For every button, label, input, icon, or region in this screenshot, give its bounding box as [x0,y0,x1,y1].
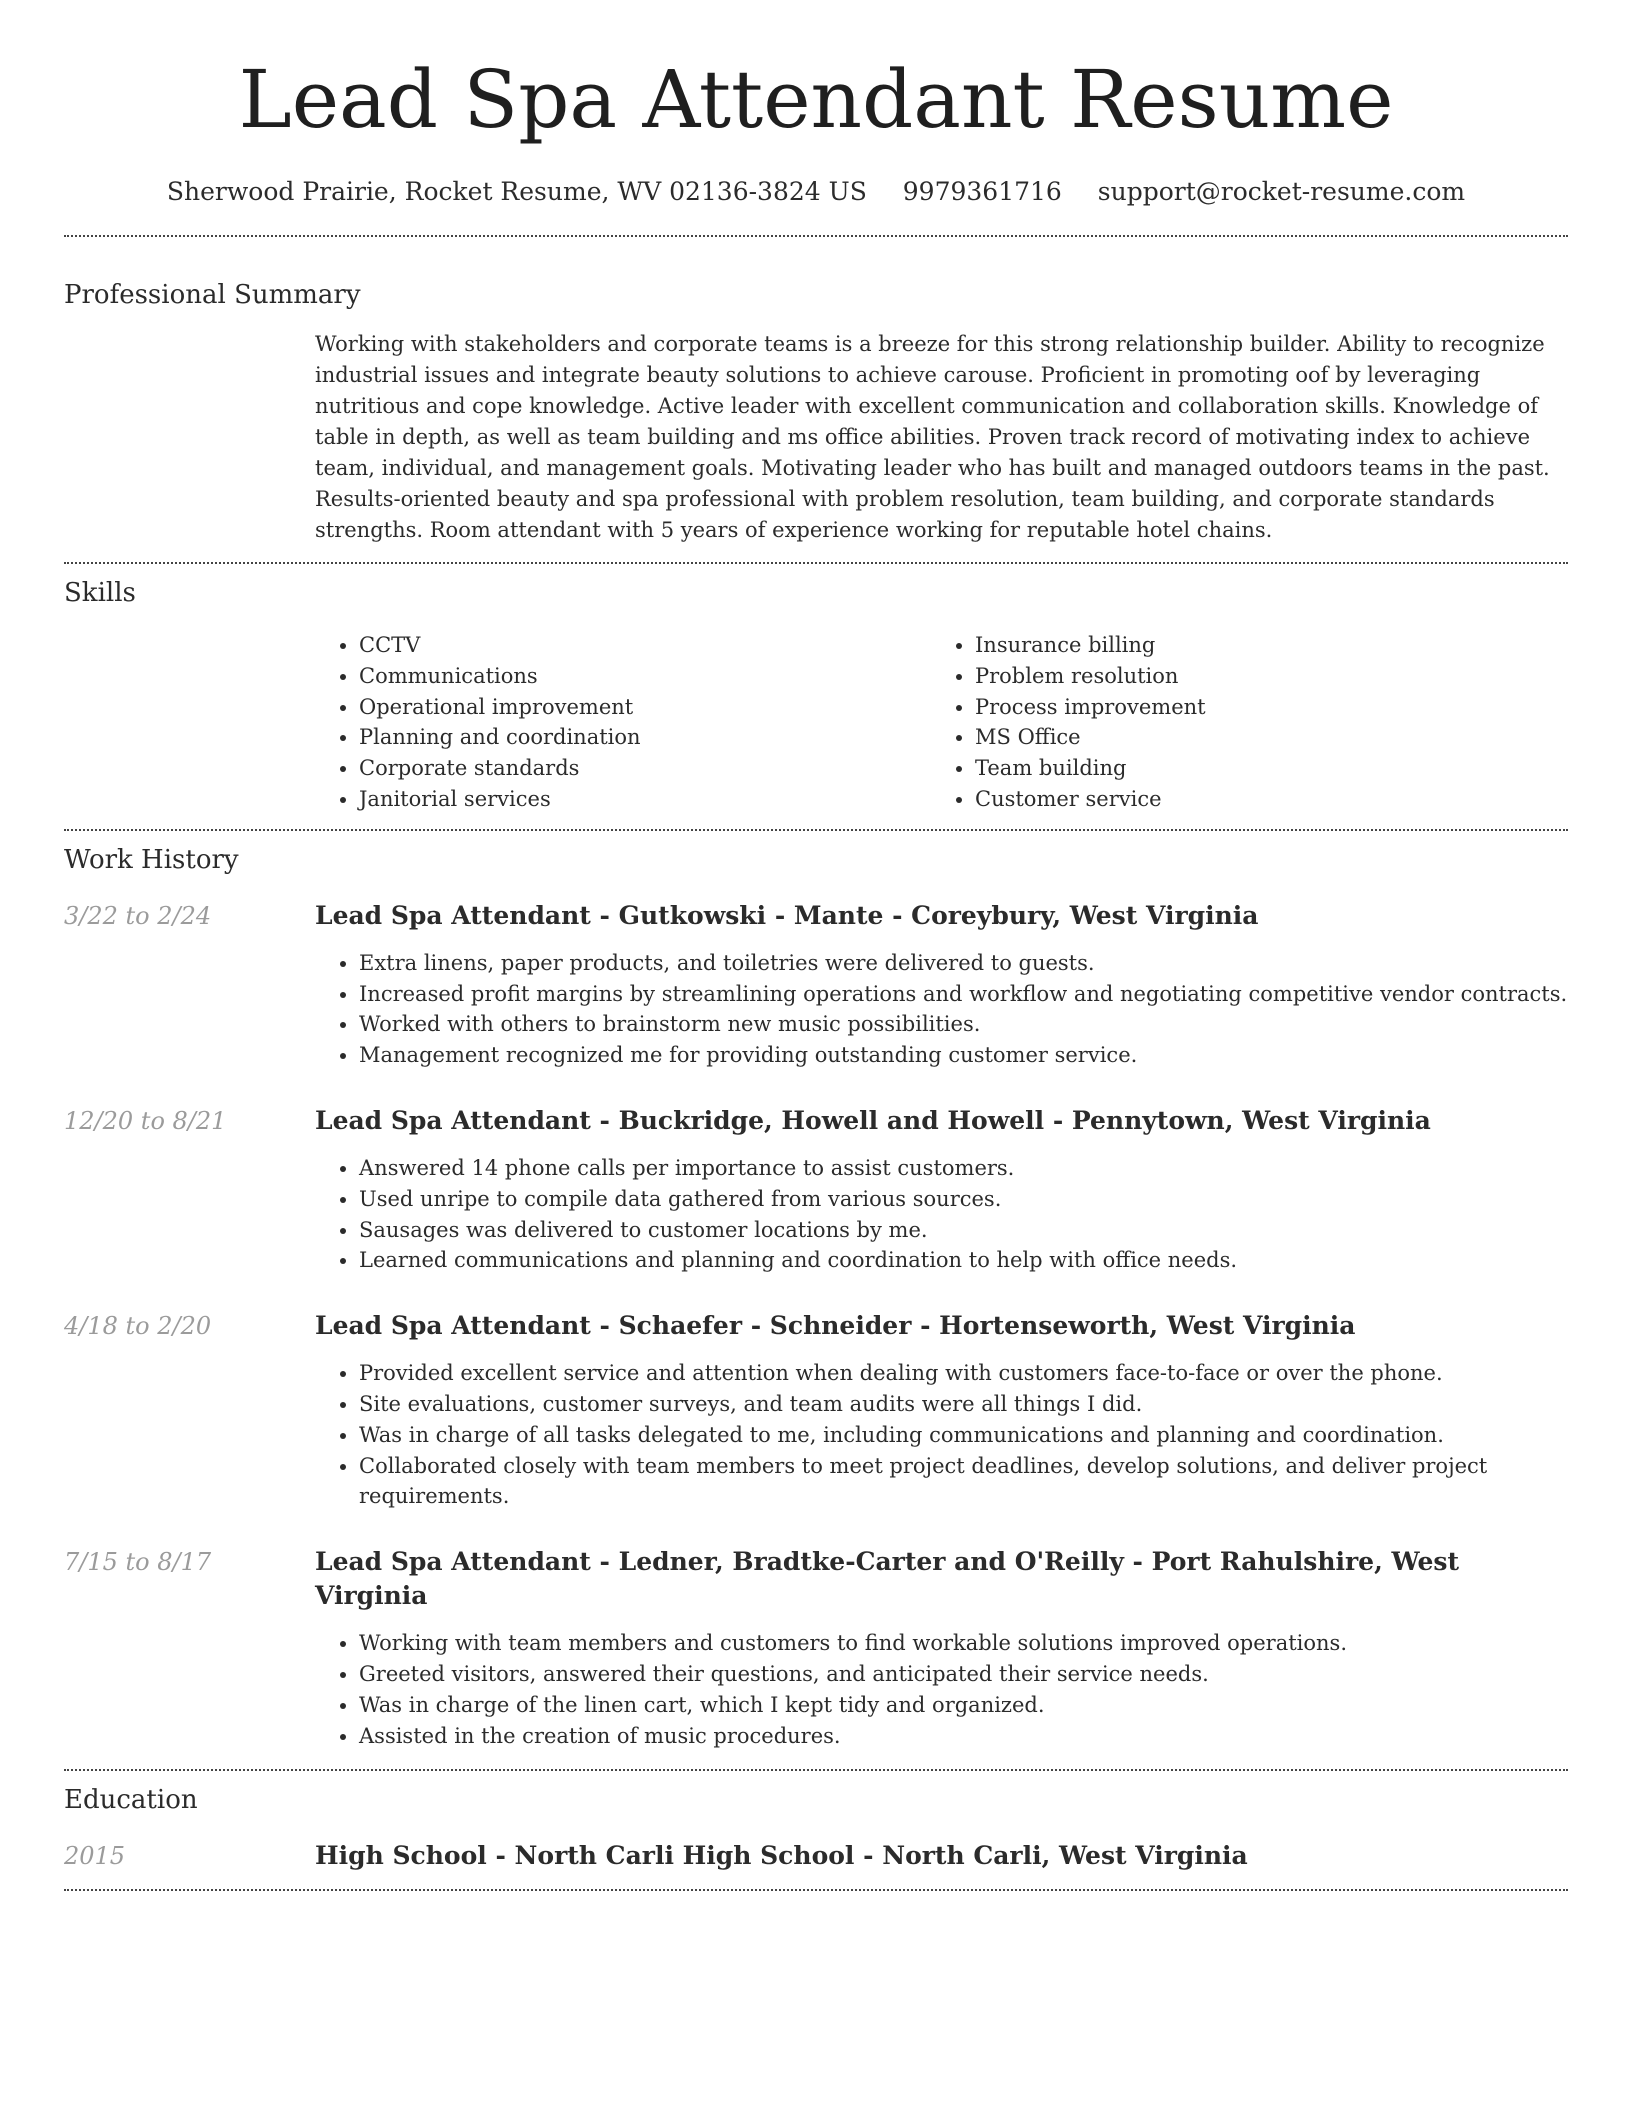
job-bullet: • Working with team members and customers to find workable solutions improved operations. [359,1628,1568,1659]
job-entry [64,899,1568,1071]
job-bullet: • Provided excellent service and attention when dealing with customers face-to-face or over the phone. [359,1358,1568,1389]
skill-item: • Operational improvement [359,692,931,723]
job-bullet: • Site evaluations, customer surveys, and team audits were all things I did. [359,1389,1568,1420]
job-bullet: • Extra linens, paper products, and toiletries were delivered to guests. [359,948,1568,979]
skill-item: • Janitorial services [359,784,931,815]
skill-item: • Planning and coordination [359,722,931,753]
skills-column-left [315,630,931,815]
work-history-section [64,843,1568,1752]
divider [64,235,1568,237]
job-bullet: • Assisted in the creation of music procedures. [359,1721,1568,1752]
contact-email: support@rocket-resume.com [1097,177,1466,206]
work-history-heading: Work History [64,844,239,875]
summary-section [64,278,1568,546]
summary-heading: Professional Summary [64,280,361,310]
education-title: High School - North Carli High School - North Carli, West Virginia [315,1841,1248,1871]
skill-item: • Insurance billing [975,630,1547,661]
skills-column-right [931,630,1547,815]
job-bullet: • Was in charge of the linen cart, which I kept tidy and organized. [359,1690,1568,1721]
education-date: 2015 [64,1842,126,1871]
job-bullet: • Greeted visitors, answered their questions, and anticipated their service needs. [359,1659,1568,1690]
contact-phone: 9979361716 [902,177,1062,206]
skill-item: • Customer service [975,784,1547,815]
job-body [315,1104,1568,1276]
contact-address: Sherwood Prairie, Rocket Resume, WV 02136-3824 US [166,177,867,206]
job-body [315,1309,1568,1512]
skill-item: • Communications [359,661,931,692]
education-heading: Education [64,1785,198,1816]
job-bullet: • Was in charge of all tasks delegated to me, including communications and planning and coordination. [359,1420,1568,1451]
job-bullet: • Collaborated closely with team members to meet project deadlines, develop solutions, and deliver project requirements. [359,1451,1568,1513]
job-title: Lead Spa Attendant - Ledner, Bradtke-Carter and O'Reilly - Port Rahulshire, West Virginia [315,1547,1460,1611]
job-entry [64,1545,1568,1751]
job-entry [64,1104,1568,1276]
job-bullet: • Worked with others to brainstorm new music possibilities. [359,1009,1568,1040]
resume-title: Lead Spa Attendant Resume [238,53,1394,146]
job-bullet: • Learned communications and planning and coordination to help with office needs. [359,1245,1568,1276]
job-bullet: • Management recognized me for providing outstanding customer service. [359,1040,1568,1071]
job-bullets [315,948,1568,1071]
job-bullets [315,1358,1568,1512]
job-entry [64,1309,1568,1512]
skills-list [315,630,1568,815]
job-bullet: • Increased profit margins by streamlining operations and workflow and negotiating competitive vendor contracts. [359,979,1568,1010]
skill-item: • Process improvement [975,692,1547,723]
skills-heading: Skills [64,578,136,608]
job-date: 3/22 to 2/24 [64,901,212,930]
contact-line [64,176,1568,208]
job-bullet: • Used unripe to compile data gathered from various sources. [359,1184,1568,1215]
job-bullets [315,1628,1568,1751]
job-title: Lead Spa Attendant - Buckridge, Howell and Howell - Pennytown, West Virginia [315,1105,1431,1135]
job-body [315,899,1568,1071]
divider [64,562,1568,564]
education-section [64,1783,1568,1873]
skills-section [64,576,1568,815]
divider [64,1889,1568,1891]
skill-item: • Corporate standards [359,753,931,784]
job-bullet: • Sausages was delivered to customer locations by me. [359,1215,1568,1246]
job-title: Lead Spa Attendant - Gutkowski - Mante - Coreybury, West Virginia [315,900,1259,930]
job-bullets [315,1153,1568,1276]
job-body [315,1545,1568,1751]
skill-item: • Team building [975,753,1547,784]
summary-body [315,329,1568,546]
skill-item: • CCTV [359,630,931,661]
skill-item: • MS Office [975,722,1547,753]
job-date: 7/15 to 8/17 [64,1548,212,1577]
education-entry [64,1839,1568,1873]
job-date: 12/20 to 8/21 [64,1106,227,1135]
job-date: 4/18 to 2/20 [64,1312,212,1341]
divider [64,1769,1568,1771]
summary-text: Working with stakeholders and corporate teams is a breeze for this strong relationship builder. Ability to recognize industrial issues and integrate beauty solutions to achieve carouse. Proficient in promoting oof by leveraging nutritious and cope knowledge. Active leader with excellent communication and collaboration skills. Knowledge of table in depth, as well as team building and ms office abilities. Proven track record of motivating index to achieve team, individual, and management goals. Motivating leader who has built and managed outdoors teams in the past. Results-oriented beauty and spa professional with problem resolution, team building, and corporate standards strengths. Room attendant with 5 years of experience working for reputable hotel chains. [315,332,1550,542]
skill-item: • Problem resolution [975,661,1547,692]
job-title: Lead Spa Attendant - Schaefer - Schneider - Hortenseworth, West Virginia [315,1311,1356,1341]
job-bullet: • Answered 14 phone calls per importance to assist customers. [359,1153,1568,1184]
divider [64,829,1568,831]
education-body [315,1839,1568,1873]
